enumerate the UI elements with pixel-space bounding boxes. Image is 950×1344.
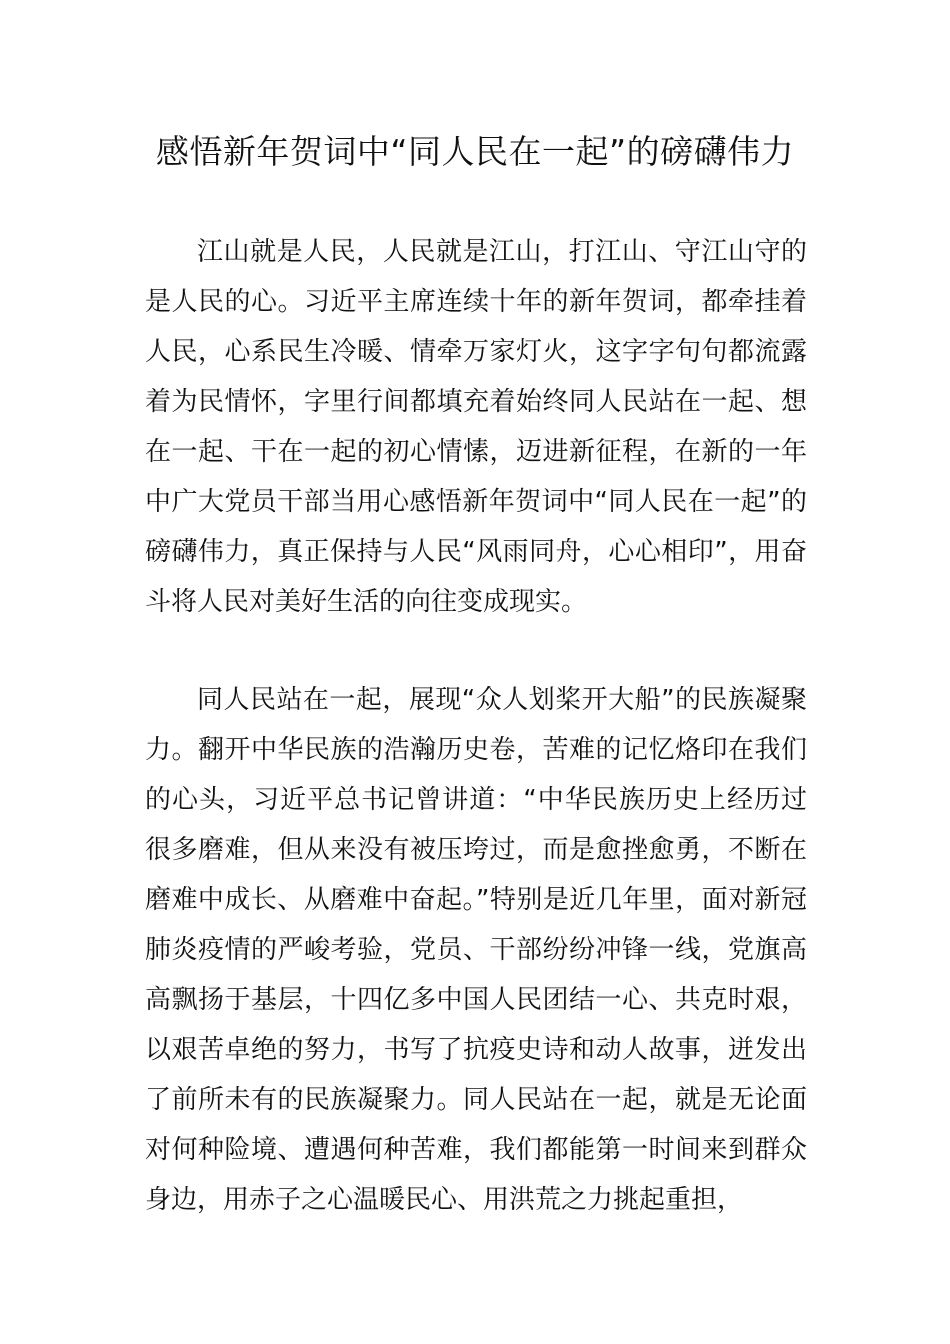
paragraph-1: 江山就是人民，人民就是江山，打江山、守江山守的是人民的心。习近平主席连续十年的新年贺词，都牵挂着人民，心系民生冷暖、情牵万家灯火，这字字句句都流露着为民情怀，字里行间都填充着始终同人民站在一起、想在一起、干在一起的初心情愫，迈进新征程，在新的一年中广大党员干部当用心感悟新年贺词中“同人民在一起”的磅礴伟力，真正保持与人民“风雨同舟，心心相印”，用奋斗将人民对美好生活的向往变成现实。 <box>145 237 807 617</box>
paragraph-2: 同人民站在一起，展现“众人划桨开大船”的民族凝聚力。翻开中华民族的浩瀚历史卷，苦难的记忆烙印在我们的心头，习近平总书记曾讲道：“中华民族历史上经历过很多磨难，但从来没有被压垮过，而是愈挫愈勇，不断在磨难中成长、从磨难中奋起。”特别是近几年里，面对新冠肺炎疫情的严峻考验，党员、干部纷纷冲锋一线，党旗高高飘扬于基层，十四亿多中国人民团结一心、共克时艰，以艰苦卓绝的努力，书写了抗疫史诗和动人故事，迸发出了前所未有的民族凝聚力。同人民站在一起，就是无论面对何种险境、遭遇何种苦难，我们都能第一时间来到群众身边，用赤子之心温暖民心、用洪荒之力挑起重担， <box>145 685 807 1215</box>
document-title: 感悟新年贺词中“同人民在一起”的磅礴伟力 <box>155 132 795 171</box>
